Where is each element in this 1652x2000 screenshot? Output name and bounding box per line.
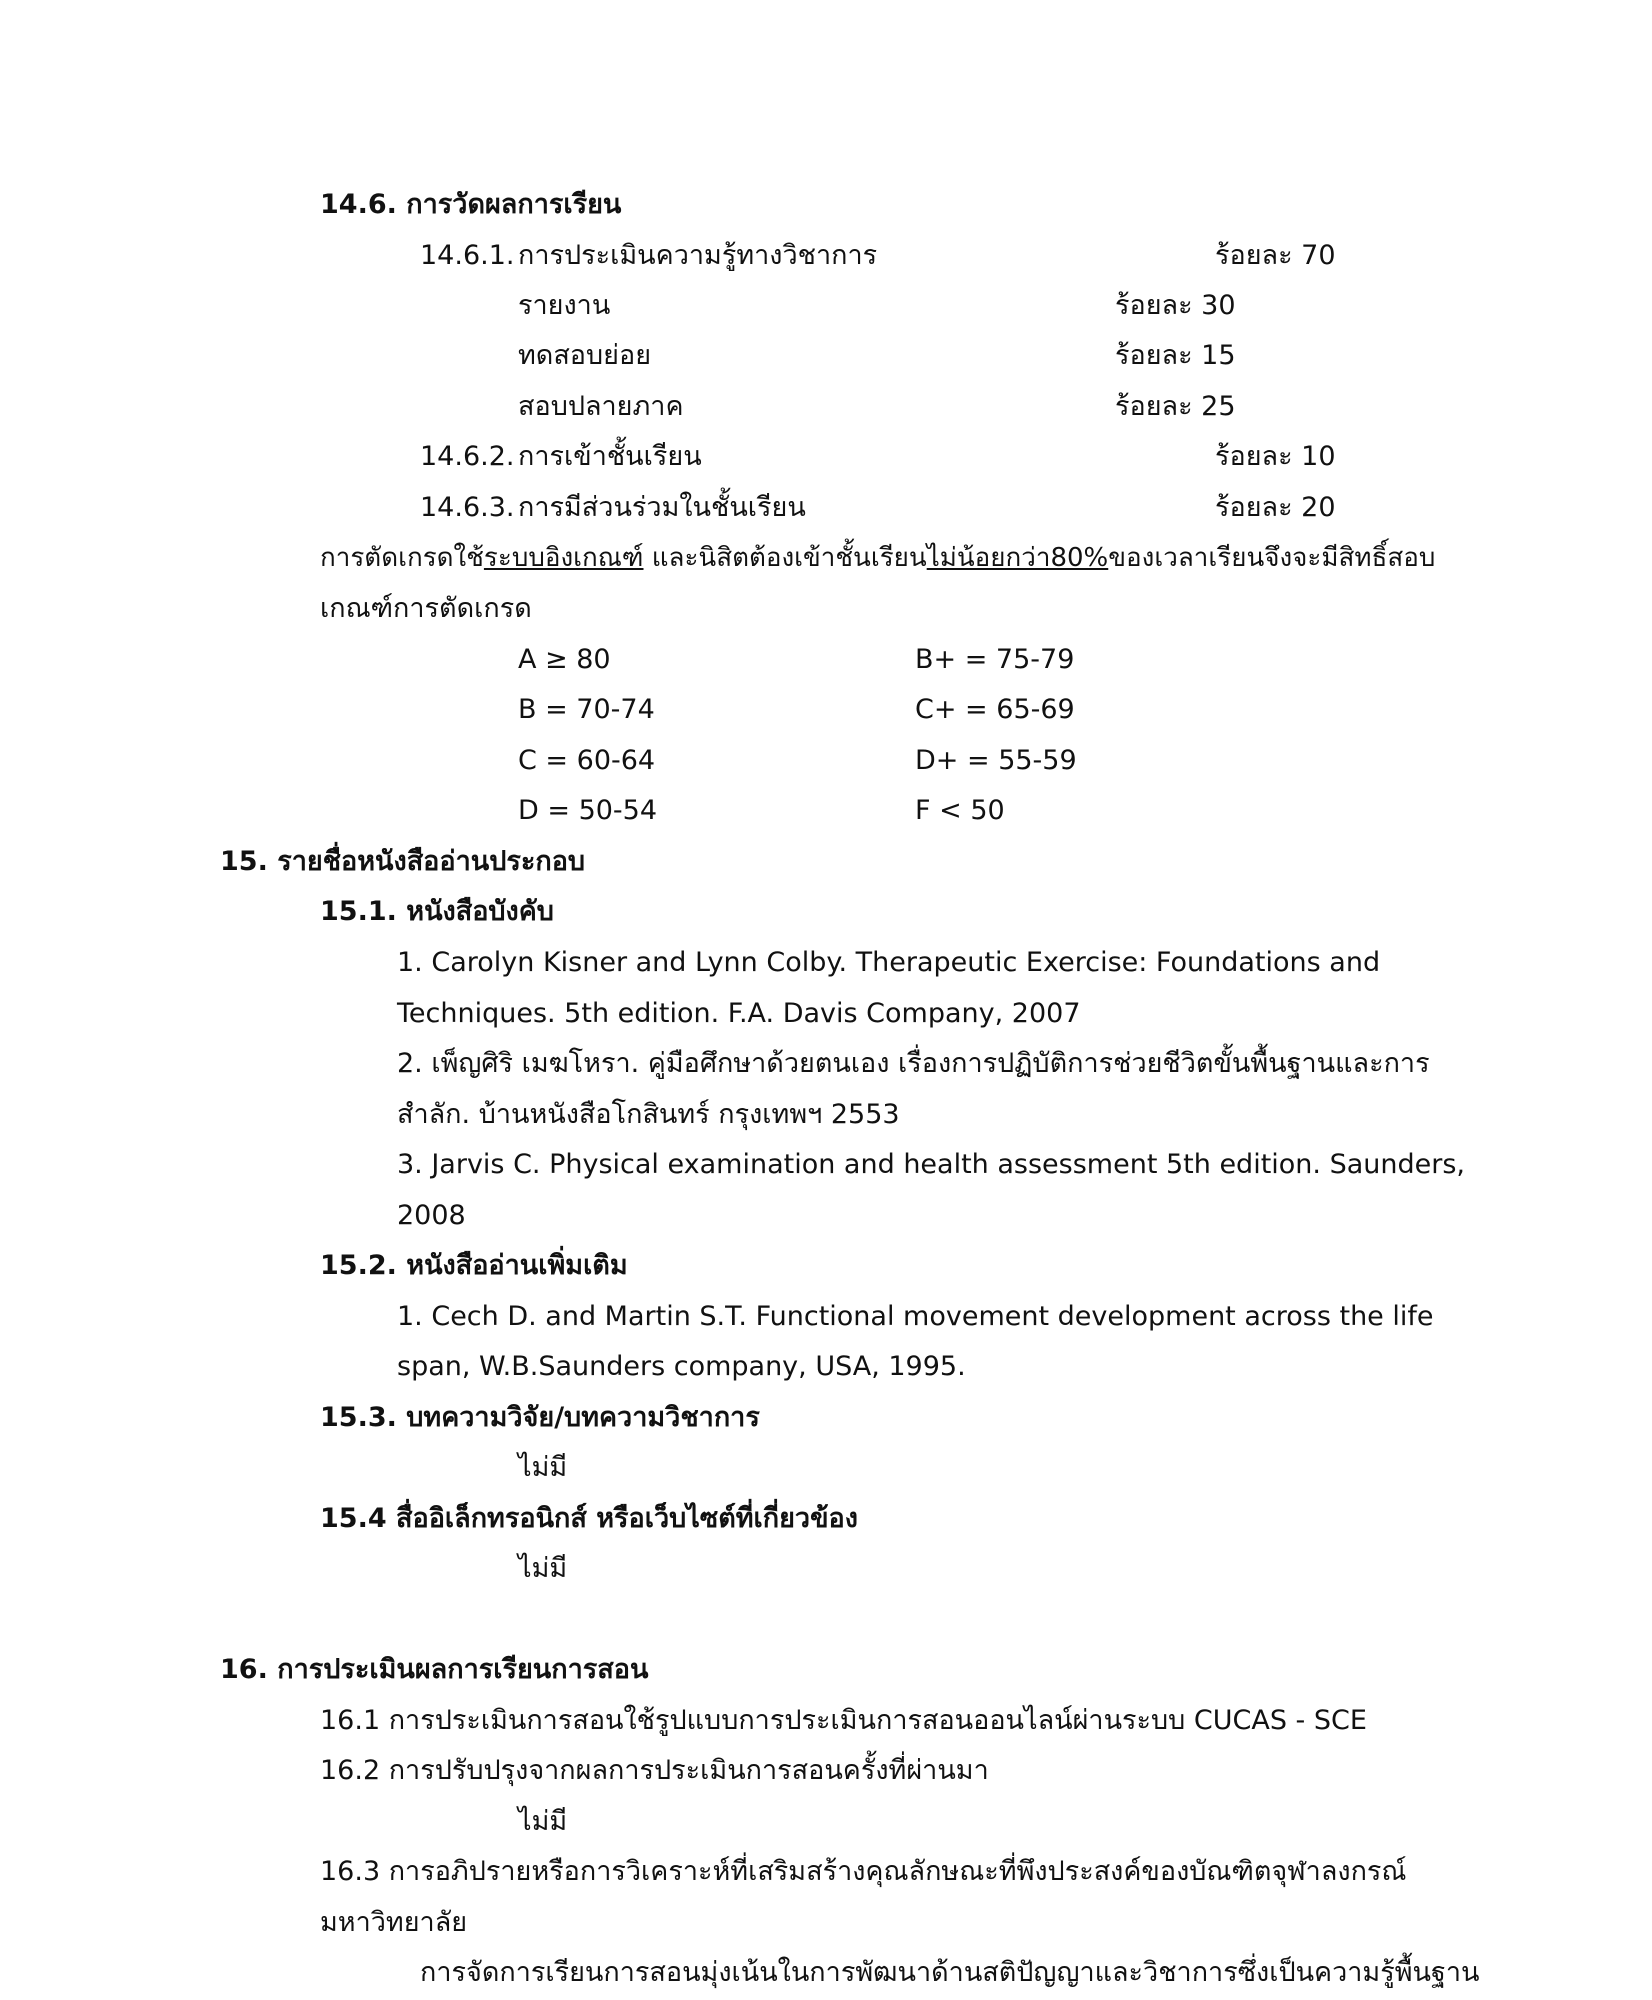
grade-criteria-title: เกณฑ์การตัดเกรด	[320, 593, 532, 624]
required-ref-3-line-1: 3. Jarvis C. Physical examination and health assessment 5th edition. Saunders,	[397, 1149, 1465, 1180]
required-ref-1-line-1: 1. Carolyn Kisner and Lynn Colby. Therapeutic Exercise: Foundations and	[397, 947, 1381, 978]
grading-text-part-1: การตัดเกรดใช้	[320, 543, 484, 573]
attendance-requirement-text: ไม่น้อยกว่า80%	[926, 543, 1109, 573]
item-16-3-paragraph: การจัดการเรียนการสอนมุ่งเน้นในการพัฒนาด้านสติปัญญาและวิชาการซึ่งเป็นความรู้พื้นฐาน	[420, 1957, 1480, 1988]
criterion-referenced-text: ระบบอิงเกณฑ์	[483, 543, 644, 573]
item-16-3-line-1: 16.3 การอภิปรายหรือการวิเคราะห์ที่เสริมสร้างคุณลักษณะที่พึงประสงค์ของบัณฑิตจุฬาลงกรณ์	[320, 1856, 1407, 1887]
further-ref-1-line-1: 1. Cech D. and Martin S.T. Functional movement development across the life	[397, 1301, 1434, 1332]
section-15-4-heading: 15.4 สื่ออิเล็กทรอนิกส์ หรือเว็บไซต์ที่เกี่ยวข้อง	[320, 1503, 858, 1534]
item-16-2: 16.2 การปรับปรุงจากผลการประเมินการสอนครั้งที่ผ่านมา	[320, 1755, 989, 1786]
section-15-4-none: ไม่มี	[518, 1553, 568, 1584]
section-15-1-heading: 15.1. หนังสือบังคับ	[320, 896, 554, 927]
item-14-6-3-value: ร้อยละ 20	[1215, 492, 1336, 523]
section-15-3-heading: 15.3. บทความวิจัย/บทความวิชาการ	[320, 1402, 760, 1433]
grading-text-part-3: ของเวลาเรียนจึงจะมีสิทธิ์สอบ	[1108, 543, 1436, 573]
item-14-6-1-value: ร้อยละ 70	[1215, 240, 1336, 271]
subitem-report-label: รายงาน	[518, 290, 611, 321]
item-16-1: 16.1 การประเมินการสอนใช้รูปแบบการประเมินการสอนออนไลน์ผ่านระบบ CUCAS - SCE	[320, 1705, 1367, 1736]
grade-f: F < 50	[915, 795, 1005, 826]
grade-c: C = 60-64	[518, 745, 656, 776]
required-ref-3-line-2: 2008	[397, 1200, 466, 1231]
subitem-quiz-label: ทดสอบย่อย	[518, 340, 652, 371]
section-14-6-heading: 14.6. การวัดผลการเรียน	[320, 189, 622, 220]
item-14-6-2-number: 14.6.2.	[420, 441, 515, 472]
grade-b: B = 70-74	[518, 694, 655, 725]
required-ref-2-line-2: สำลัก. บ้านหนังสือโกสินทร์ กรุงเทพฯ 2553	[397, 1099, 900, 1130]
section-16-heading: 16. การประเมินผลการเรียนการสอน	[220, 1654, 649, 1685]
subitem-report-value: ร้อยละ 30	[1115, 290, 1236, 321]
grade-d: D = 50-54	[518, 795, 658, 826]
item-14-6-3-label: การมีส่วนร่วมในชั้นเรียน	[518, 492, 806, 523]
required-ref-1-line-2: Techniques. 5th edition. F.A. Davis Company, 2007	[397, 998, 1081, 1029]
section-15-heading: 15. รายชื่อหนังสืออ่านประกอบ	[220, 846, 586, 877]
grading-policy-text	[320, 538, 1435, 578]
item-14-6-3-number: 14.6.3.	[420, 492, 515, 523]
required-ref-2-line-1: 2. เพ็ญศิริ เมฆโหรา. คู่มือศึกษาด้วยตนเอง เรื่องการปฏิบัติการช่วยชีวิตขั้นพื้นฐานและการ	[397, 1048, 1430, 1079]
item-14-6-2-value: ร้อยละ 10	[1215, 441, 1336, 472]
section-15-2-heading: 15.2. หนังสืออ่านเพิ่มเติม	[320, 1250, 628, 1281]
further-ref-1-line-2: span, W.B.Saunders company, USA, 1995.	[397, 1351, 966, 1382]
subitem-final-value: ร้อยละ 25	[1115, 391, 1236, 422]
subitem-quiz-value: ร้อยละ 15	[1115, 340, 1236, 371]
grade-d-plus: D+ = 55-59	[915, 745, 1077, 776]
grade-a: A ≥ 80	[518, 644, 611, 675]
section-15-3-none: ไม่มี	[518, 1452, 568, 1483]
grade-c-plus: C+ = 65-69	[915, 694, 1075, 725]
item-14-6-1-number: 14.6.1.	[420, 240, 515, 271]
item-14-6-2-label: การเข้าชั้นเรียน	[518, 441, 702, 472]
item-16-2-none: ไม่มี	[518, 1806, 568, 1837]
grade-b-plus: B+ = 75-79	[915, 644, 1075, 675]
item-16-3-line-2: มหาวิทยาลัย	[320, 1907, 468, 1938]
grading-text-part-2: และนิสิตต้องเข้าชั้นเรียน	[643, 543, 927, 573]
subitem-final-label: สอบปลายภาค	[518, 391, 684, 422]
item-14-6-1-label: การประเมินความรู้ทางวิชาการ	[518, 240, 878, 271]
